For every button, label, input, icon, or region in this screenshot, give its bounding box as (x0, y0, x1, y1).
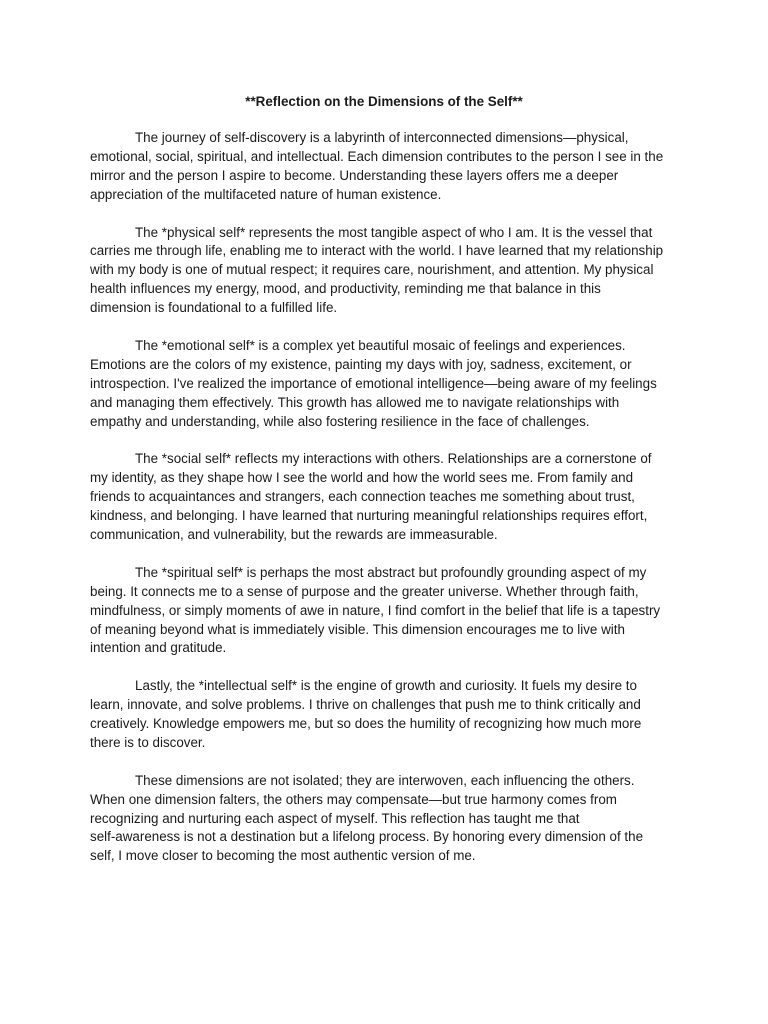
paragraph-line: mirror and the person I aspire to become. Understanding these layers offers me a deeper (90, 167, 619, 183)
paragraph-social-self (90, 450, 682, 545)
paragraph-line: The *social self* reflects my interactions with others. Relationships are a cornerstone of (135, 451, 652, 467)
paragraph-physical-self (90, 224, 682, 319)
paragraph-line: self, I move closer to becoming the most authentic version of me. (90, 848, 476, 864)
paragraph-conclusion (90, 772, 682, 867)
paragraph-line: introspection. I've realized the importance of emotional intelligence—being aware of my feelings (90, 375, 657, 391)
paragraph-line: When one dimension falters, the others may compensate—but true harmony comes from (90, 791, 617, 807)
paragraph-line: communication, and vulnerability, but the rewards are immeasurable. (90, 526, 498, 542)
paragraph-line: being. It connects me to a sense of purpose and the greater universe. Whether through faith, (90, 583, 639, 599)
paragraph-line: dimension is foundational to a fulfilled life. (90, 300, 338, 316)
paragraph-line: recognizing and nurturing each aspect of myself. This reflection has taught me that (90, 810, 580, 826)
paragraph-emotional-self (90, 337, 682, 432)
paragraph-line: mindfulness, or simply moments of awe in nature, I find comfort in the belief that life is a tapestry (90, 602, 661, 618)
paragraph-line: my identity, as they shape how I see the world and how the world sees me. From family and (90, 470, 634, 486)
paragraph-line: with my body is one of mutual respect; it requires care, nourishment, and attention. My physical (90, 262, 654, 278)
paragraph-line: Lastly, the *intellectual self* is the engine of growth and curiosity. It fuels my desire to (135, 678, 637, 694)
paragraph-line: empathy and understanding, while also fostering resilience in the face of challenges. (90, 413, 590, 429)
paragraph-line: and managing them effectively. This growth has allowed me to navigate relationships with (90, 394, 620, 410)
paragraph-line: These dimensions are not isolated; they are interwoven, each influencing the others. (135, 772, 635, 788)
paragraph-line: self-awareness is not a destination but a lifelong process. By honoring every dimension of the (90, 829, 644, 845)
paragraph-spiritual-self (90, 564, 682, 659)
paragraph-line: creatively. Knowledge empowers me, but so does the humility of recognizing how much more (90, 716, 642, 732)
paragraph-line: Emotions are the colors of my existence, painting my days with joy, sadness, excitement, or (90, 356, 632, 372)
paragraph-line: The *emotional self* is a complex yet beautiful mosaic of feelings and experiences. (135, 337, 626, 353)
paragraph-line: carries me through life, enabling me to interact with the world. I have learned that my relationship (90, 243, 664, 259)
paragraph-line: The journey of self-discovery is a labyrinth of interconnected dimensions—physical, (135, 130, 629, 145)
paragraph-intro (90, 129, 682, 205)
paragraph-line: of meaning beyond what is immediately visible. This dimension encourages me to live with (90, 621, 625, 637)
paragraph-intellectual-self (90, 677, 682, 753)
document-body (90, 129, 682, 885)
paragraph-line: there is to discover. (90, 734, 206, 750)
paragraph-line: health influences my energy, mood, and productivity, reminding me that balance in this (90, 281, 601, 297)
paragraph-line: learn, innovate, and solve problems. I thrive on challenges that push me to think critically and (90, 697, 641, 713)
paragraph-line: The *spiritual self* is perhaps the most abstract but profoundly grounding aspect of my (135, 564, 647, 580)
paragraph-line: appreciation of the multifaceted nature of human existence. (90, 186, 442, 202)
paragraph-line: intention and gratitude. (90, 640, 227, 656)
paragraph-line: emotional, social, spiritual, and intellectual. Each dimension contributes to the person I see in the (90, 148, 664, 164)
paragraph-line: The *physical self* represents the most tangible aspect of who I am. It is the vessel that (135, 224, 653, 240)
paragraph-line: kindness, and belonging. I have learned that nurturing meaningful relationships requires effort, (90, 508, 648, 524)
paragraph-line: friends to acquaintances and strangers, each connection teaches me something about trust, (90, 489, 635, 505)
document-title: **Reflection on the Dimensions of the Self** (245, 94, 523, 109)
